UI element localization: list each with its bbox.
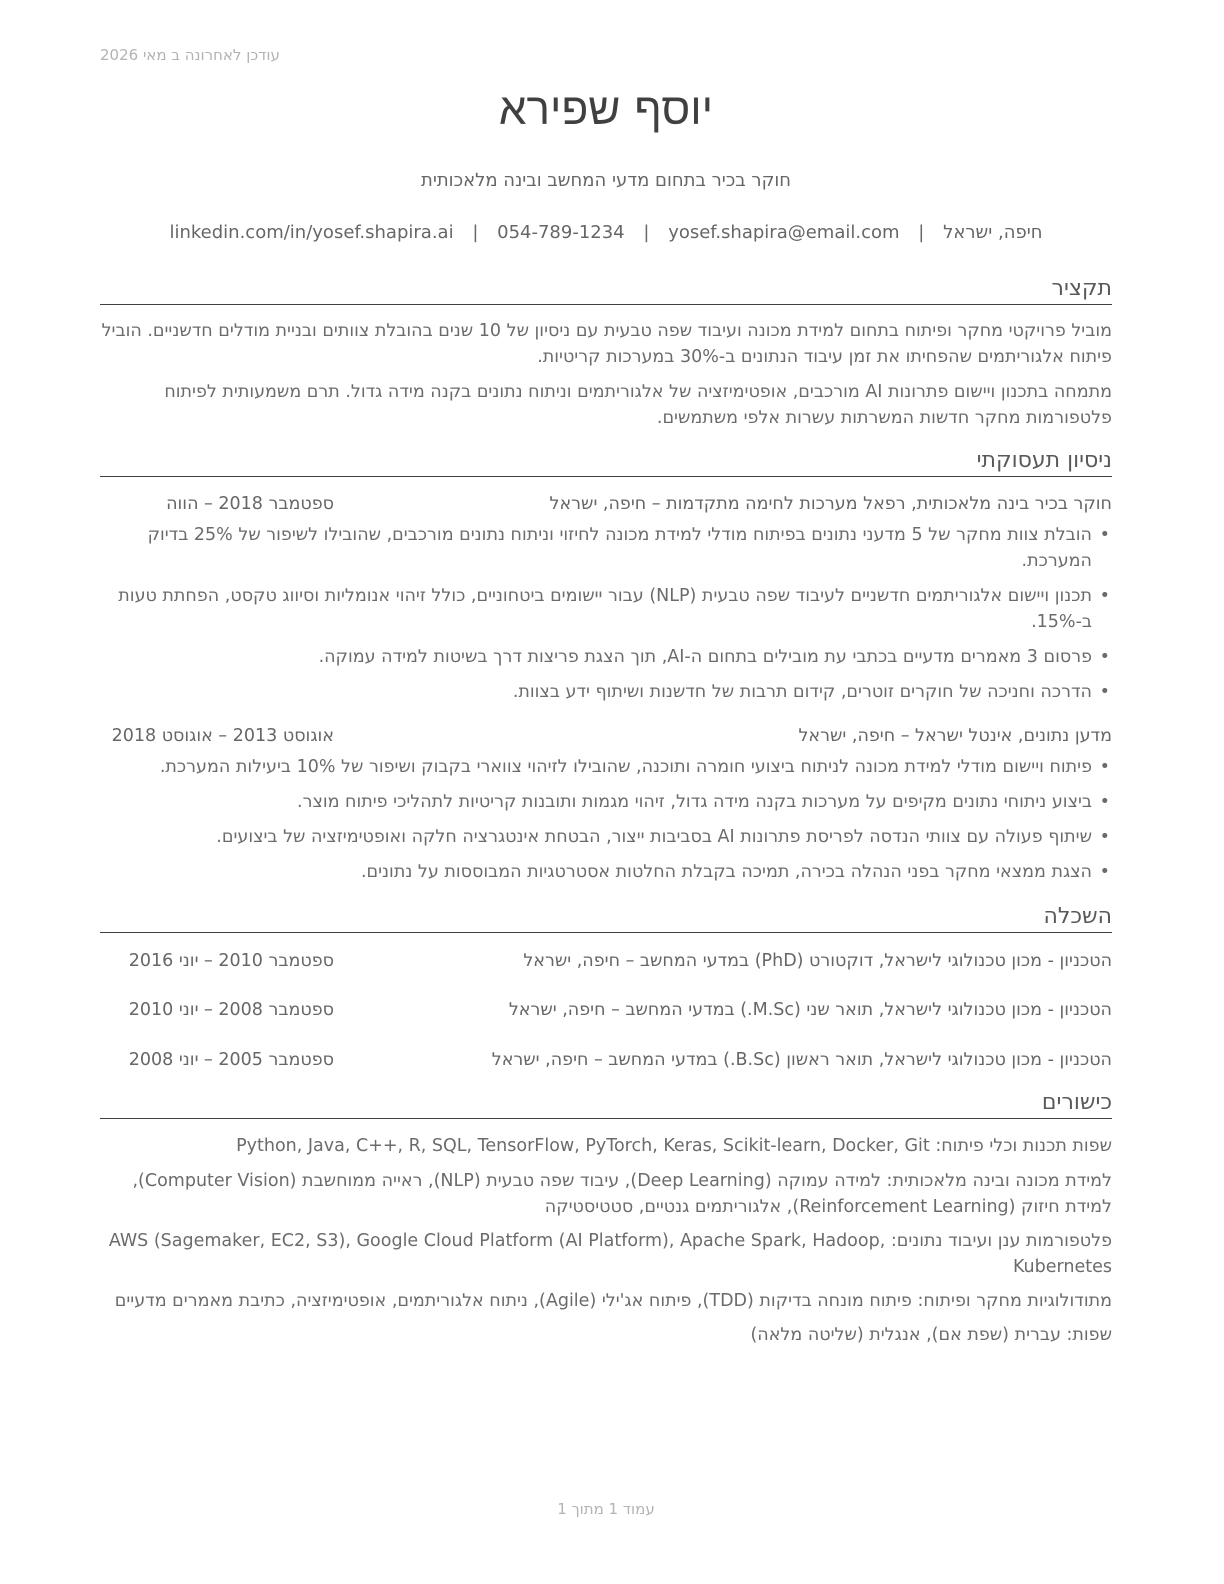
education-item xyxy=(100,997,1112,1023)
skill-line: שפות תכנות וכלי פיתוח: Python, Java, C++, R, SQL, TensorFlow, PyTorch, Keras, Scikit-learn, Docker, Git xyxy=(236,1136,1112,1156)
candidate-name: יוסף שפירא xyxy=(498,84,714,135)
contact-separator: | xyxy=(918,222,925,243)
education-title: הטכניון - מכון טכנולוגי לישראל, תואר שני (M.Sc.) במדעי המחשב – חיפה, ישראל xyxy=(508,1000,1112,1020)
contact-line xyxy=(100,222,1112,243)
job-title: חוקר בכיר בינה מלאכותית, רפאל מערכות לחימה מתקדמות – חיפה, ישראל xyxy=(549,494,1112,514)
list-item: • ביצוע ניתוחי נתונים מקיפים על מערכות בקנה מידה גדול, זיהוי מגמות ותובנות קריטיות לתהליכי פיתוח מוצר. xyxy=(100,789,1112,815)
skill-line: פלטפורמות ענן ועיבוד נתונים: AWS (Sagemaker, EC2, S3), Google Cloud Platform (AI Platform), Apache Spark, Hadoop, Kubernetes xyxy=(108,1231,1112,1277)
list-item: • תכנון ויישום אלגוריתמים חדשניים לעיבוד שפה טבעית (NLP) עבור יישומים ביטחוניים, כולל זיהוי אנומליות וסיווג טקסט, הפחתת טעות ב-15%. xyxy=(100,583,1112,635)
resume-page xyxy=(100,0,1112,1584)
summary-paragraph: מתמחה בתכנון ויישום פתרונות AI מורכבים, אופטימיזציה של אלגוריתמים וניתוח נתונים בקנה מידה גדול. תרם משמעותית לפיתוח פלטפורמות מחקר חדשות המשרתות עשרות אלפי משתמשים. xyxy=(164,382,1112,428)
job-header xyxy=(100,491,1112,517)
education-item xyxy=(100,948,1112,974)
education-title: הטכניון - מכון טכנולוגי לישראל, תואר ראשון (B.Sc.) במדעי המחשב – חיפה, ישראל xyxy=(491,1050,1112,1070)
skill-line: שפות: עברית (שפת אם), אנגלית (שליטה מלאה) xyxy=(750,1325,1112,1345)
job-dates: אוגוסט 2013 – אוגוסט 2018 xyxy=(111,726,334,746)
contact-separator: | xyxy=(472,222,479,243)
contact-location: חיפה, ישראל xyxy=(943,222,1043,243)
job-title: מדען נתונים, אינטל ישראל – חיפה, ישראל xyxy=(798,726,1112,746)
education-dates: ספטמבר 2010 – יוני 2016 xyxy=(128,951,334,971)
contact-linkedin[interactable]: linkedin.com/in/yosef.shapira.ai xyxy=(169,222,454,243)
job-bullets xyxy=(100,754,1112,894)
page-number: עמוד 1 מתוך 1 xyxy=(557,1500,655,1518)
education-dates: ספטמבר 2008 – יוני 2010 xyxy=(128,1000,334,1020)
education-title: הטכניון - מכון טכנולוגי לישראל, דוקטורט (PhD) במדעי המחשב – חיפה, ישראל xyxy=(523,951,1112,971)
skills-heading: כישורים xyxy=(100,1090,1112,1119)
experience-heading: ניסיון תעסוקתי xyxy=(100,448,1112,477)
list-item: • הובלת צוות מחקר של 5 מדעני נתונים בפיתוח מודלי למידת מכונה לחיזוי וניתוח נתונים מורכבים, שהובילו לשיפור של 25% בדיוק המערכת. xyxy=(100,522,1112,574)
job-header xyxy=(100,723,1112,749)
summary-heading: תקציר xyxy=(100,276,1112,305)
education-dates: ספטמבר 2005 – יוני 2008 xyxy=(128,1050,334,1070)
contact-phone[interactable]: 054-789-1234 xyxy=(497,222,625,243)
education-item xyxy=(100,1047,1112,1073)
list-item: • הדרכה וחניכה של חוקרים זוטרים, קידום תרבות של חדשנות ושיתוף ידע בצוות. xyxy=(100,679,1112,705)
contact-separator: | xyxy=(643,222,650,243)
summary-paragraph: מוביל פרויקטי מחקר ופיתוח בתחום למידת מכונה ועיבוד שפה טבעית עם ניסיון של 10 שנים בהובלת צוותים ובניית מודלים חדשניים. הוביל פיתוח אלגוריתמים שהפחיתו את זמן עיבוד הנתונים ב-30% במערכות קריטיות. xyxy=(101,321,1112,367)
job-bullets xyxy=(100,522,1112,714)
skill-line: למידת מכונה ובינה מלאכותית: למידה עמוקה (Deep Learning), עיבוד שפה טבעית (NLP), ראייה ממוחשבת (Computer Vision), למידת חיזוק (Reinforcement Learning), אלגוריתמים גנטיים, סטטיסטיקה xyxy=(132,1171,1112,1217)
list-item: • פרסום 3 מאמרים מדעיים בכתבי עת מובילים בתחום ה-AI, תוך הצגת פריצות דרך בשיטות למידה עמוקה. xyxy=(100,644,1112,670)
list-item: • פיתוח ויישום מודלי למידת מכונה לניתוח ביצועי חומרה ותוכנה, שהובילו לזיהוי צווארי בקבוק ושיפור של 10% ביעילות המערכת. xyxy=(100,754,1112,780)
candidate-title: חוקר בכיר בתחום מדעי המחשב ובינה מלאכותית xyxy=(420,170,792,191)
last-updated-note: עודכן לאחרונה ב מאי 2026 xyxy=(100,46,280,64)
job-dates: ספטמבר 2018 – הווה xyxy=(166,494,334,514)
education-heading: השכלה xyxy=(100,904,1112,933)
contact-email[interactable]: yosef.shapira@email.com xyxy=(668,222,900,243)
skill-line: מתודולוגיות מחקר ופיתוח: פיתוח מונחה בדיקות (TDD), פיתוח אג'ילי (Agile), ניתוח אלגוריתמים, אופטימיזציה, כתיבת מאמרים מדעיים xyxy=(114,1291,1112,1311)
list-item: • הצגת ממצאי מחקר בפני הנהלה בכירה, תמיכה בקבלת החלטות אסטרטגיות המבוססות על נתונים. xyxy=(100,859,1112,885)
list-item: • שיתוף פעולה עם צוותי הנדסה לפריסת פתרונות AI בסביבות ייצור, הבטחת אינטגרציה חלקה ואופטימיזציה של ביצועים. xyxy=(100,824,1112,850)
